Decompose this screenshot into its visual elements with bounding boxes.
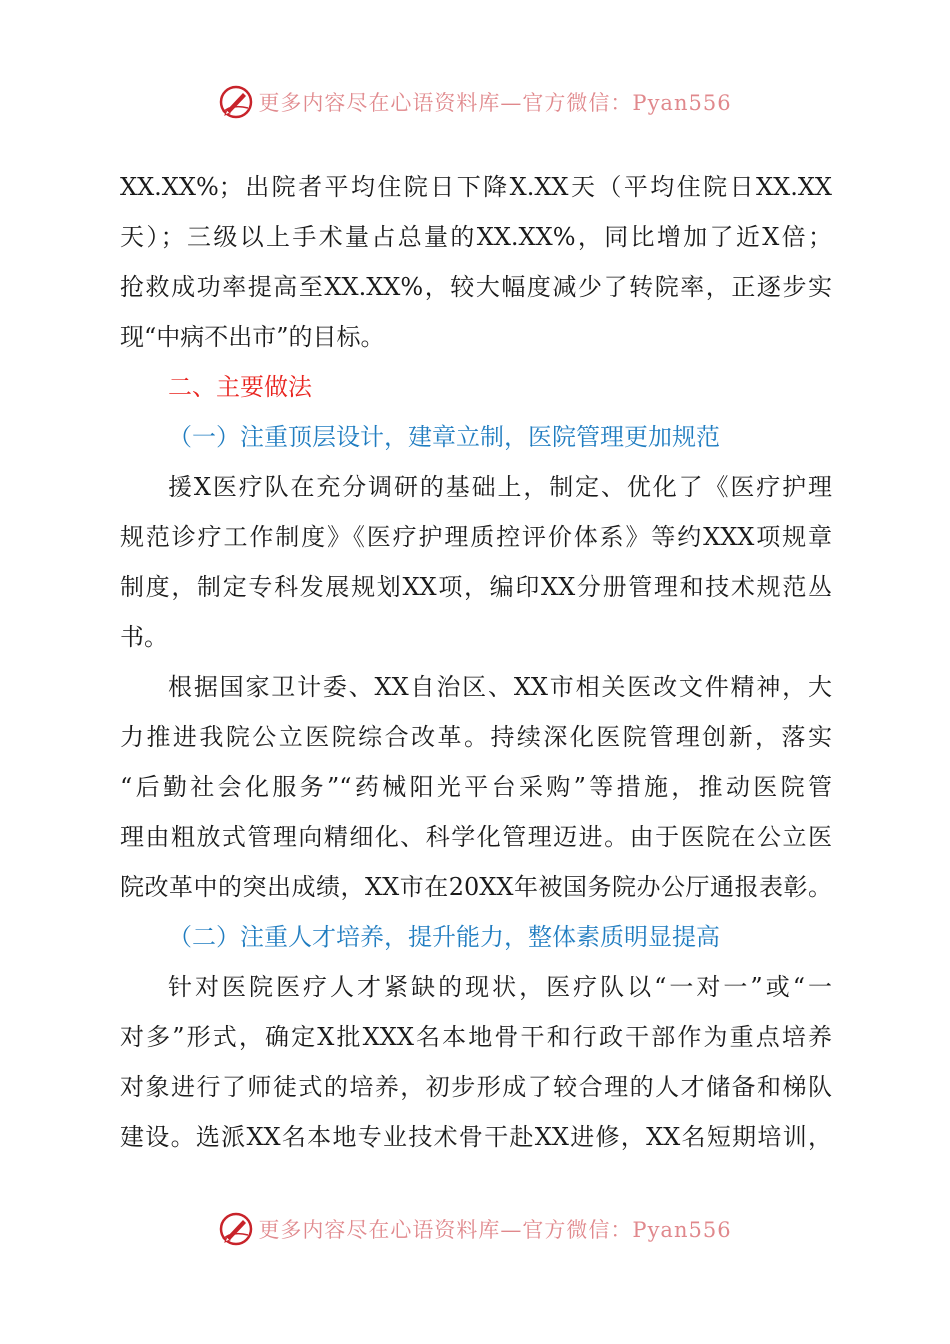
paragraph-line: 根据国家卫计委、XX自治区、XX市相关医改文件精神，大: [168, 673, 832, 701]
paragraph-line: 力推进我院公立医院综合改革。持续深化医院管理创新，落实: [120, 723, 832, 751]
paragraph-line: XX.XX%；出院者平均住院日下降X.XX天（平均住院日XX.XX: [120, 173, 832, 201]
subsection-heading: （一）注重顶层设计，建章立制，医院管理更加规范: [168, 423, 720, 451]
watermark-text: 更多内容尽在心语资料库—官方微信：Pyan556: [258, 91, 732, 115]
paragraph-line: 援X医疗队在充分调研的基础上，制定、优化了《医疗护理: [168, 473, 832, 501]
paragraph-line: 对多”形式，确定X批XXX名本地骨干和行政干部作为重点培养: [120, 1023, 832, 1051]
paragraph-line: 书。: [120, 623, 168, 651]
paragraph-line: 现“中病不出市”的目标。: [120, 323, 385, 351]
pen-logo-icon: [218, 84, 254, 120]
paragraph-line: “后勤社会化服务”“药械阳光平台采购”等措施，推动医院管: [120, 773, 832, 801]
subsection-heading: （二）注重人才培养，提升能力，整体素质明显提高: [168, 923, 720, 951]
paragraph-line: 制度，制定专科发展规划XX项，编印XX分册管理和技术规范丛: [120, 573, 832, 601]
paragraph-line: 建设。选派XX名本地专业技术骨干赴XX进修，XX名短期培训，: [120, 1123, 832, 1151]
paragraph-line: 规范诊疗工作制度》《医疗护理质控评价体系》等约XXX项规章: [120, 523, 832, 551]
pen-logo-icon: [218, 1211, 254, 1247]
paragraph-line: 对象进行了师徒式的培养，初步形成了较合理的人才储备和梯队: [120, 1073, 832, 1101]
paragraph-line: 院改革中的突出成绩，XX市在20XX年被国务院办公厅通报表彰。: [120, 873, 832, 901]
watermark-text: 更多内容尽在心语资料库—官方微信：Pyan556: [258, 1218, 732, 1242]
paragraph-line: 天）；三级以上手术量占总量的XX.XX%，同比增加了近X倍；: [120, 223, 832, 251]
watermark-banner-bottom: [0, 1209, 950, 1249]
paragraph-line: 针对医院医疗人才紧缺的现状，医疗队以“一对一”或“一: [168, 973, 832, 1001]
paragraph-line: 抢救成功率提高至XX.XX%，较大幅度减少了转院率，正逐步实: [120, 273, 832, 301]
section-heading: 二、主要做法: [168, 373, 312, 401]
watermark-banner-top: [0, 82, 950, 122]
paragraph-line: 理由粗放式管理向精细化、科学化管理迈进。由于医院在公立医: [120, 823, 832, 851]
